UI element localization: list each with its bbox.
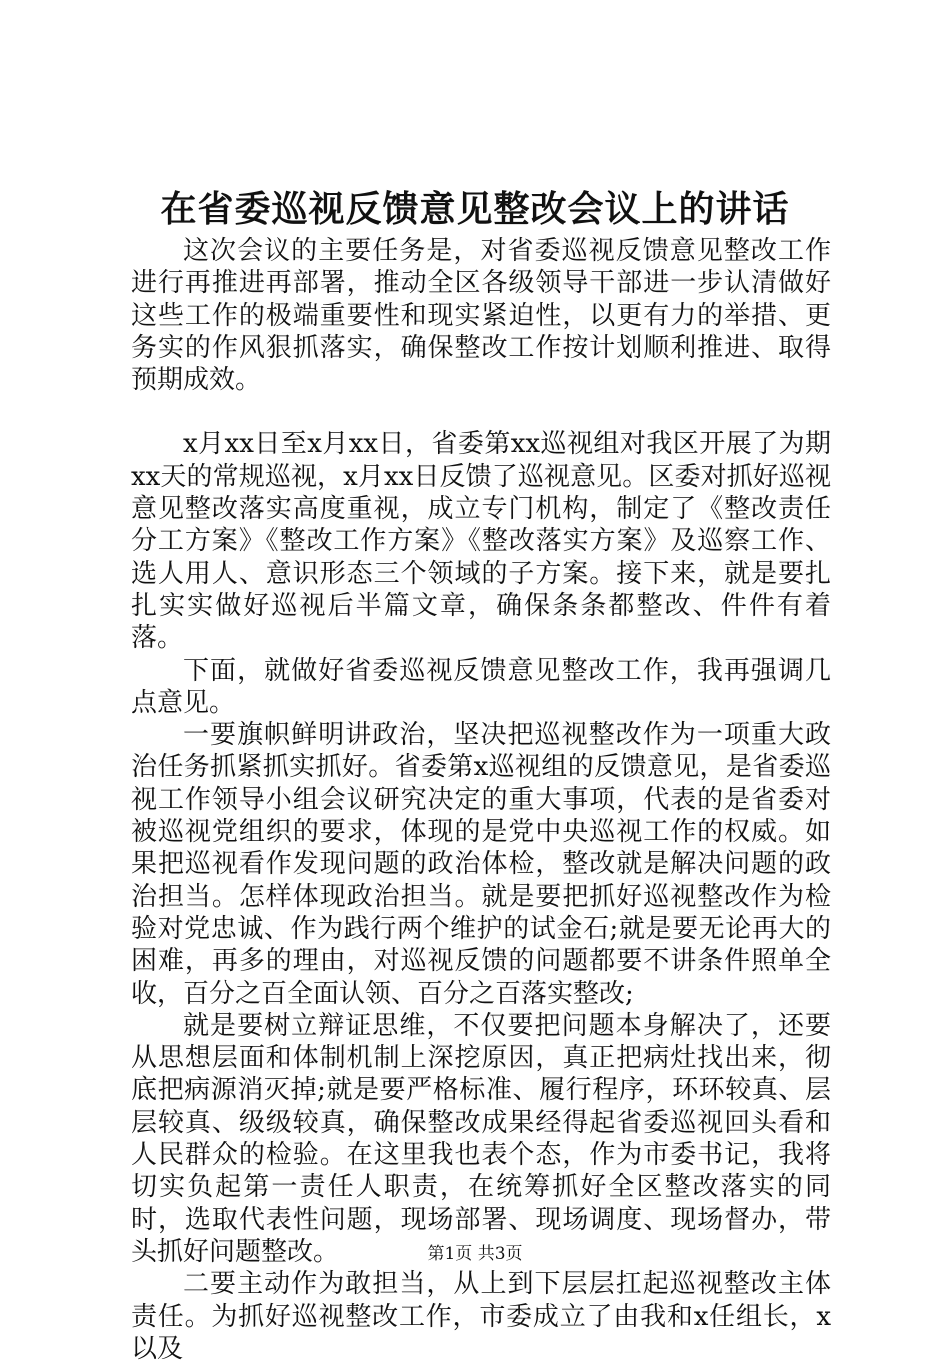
paragraph-intro: 这次会议的主要任务是，对省委巡视反馈意见整改工作进行再推进再部署，推动全区各级领导干部进一步认清做好这些工作的极端重要性和现实紧迫性，以更有力的举措、更务实的作风狠抓落实，确保整改工作按计划顺利推进、取得预期成效。 [131, 236, 831, 396]
paragraph-point-two: 二要主动作为敢担当，从上到下层层扛起巡视整改主体责任。为抓好巡视整改工作，市委成立了由我和x任组长，x以及 [131, 1269, 831, 1364]
paragraph-point-one-continued: 就是要树立辩证思维，不仅要把问题本身解决了，还要从思想层面和体制机制上深挖原因，真正把病灶找出来，彻底把病源消灭掉;就是要严格标准、履行程序，环环较真、层层较真、级级较真，确保整改成果经得起省委巡视回头看和人民群众的检验。在这里我也表个态，作为市委书记，我将切实负起第一责任人职责，在统筹抓好全区整改落实的同时，选取代表性问题，现场部署、现场调度、现场督办，带头抓好问题整改。 [131, 1010, 831, 1267]
paragraph-point-one: 一要旗帜鲜明讲政治，坚决把巡视整改作为一项重大政治任务抓紧抓实抓好。省委第x巡视组的反馈意见，是省委巡视工作领导小组会议研究决定的重大事项，代表的是省委对被巡视党组织的要求，体现的是党中央巡视工作的权威。如果把巡视看作发现问题的政治体检，整改就是解决问题的政治担当。怎样体现政治担当。就是要把抓好巡视整改作为检验对党忠诚、作为践行两个维护的试金石;就是要无论再大的困难，再多的理由，对巡视反馈的问题都要不讲条件照单全收，百分之百全面认领、百分之百落实整改; [131, 720, 831, 1009]
paragraph-background: x月xx日至x月xx日，省委第xx巡视组对我区开展了为期xx天的常规巡视，x月xx日反馈了巡视意见。区委对抓好巡视意见整改落实高度重视，成立专门机构，制定了《整改责任分工方案》《整改工作方案》《整改落实方案》及巡察工作、选人用人、意识形态三个领域的子方案。接下来，就是要扎扎实实做好巡视后半篇文章，确保条条都整改、件件有着落。 [131, 429, 831, 654]
document-body [131, 235, 831, 1365]
page-number-footer: 第1页 共3页 [427, 1244, 523, 1264]
document-title: 在省委巡视反馈意见整改会议上的讲话 [160, 188, 790, 230]
paragraph-transition: 下面，就做好省委巡视反馈意见整改工作，我再强调几点意见。 [131, 655, 831, 718]
